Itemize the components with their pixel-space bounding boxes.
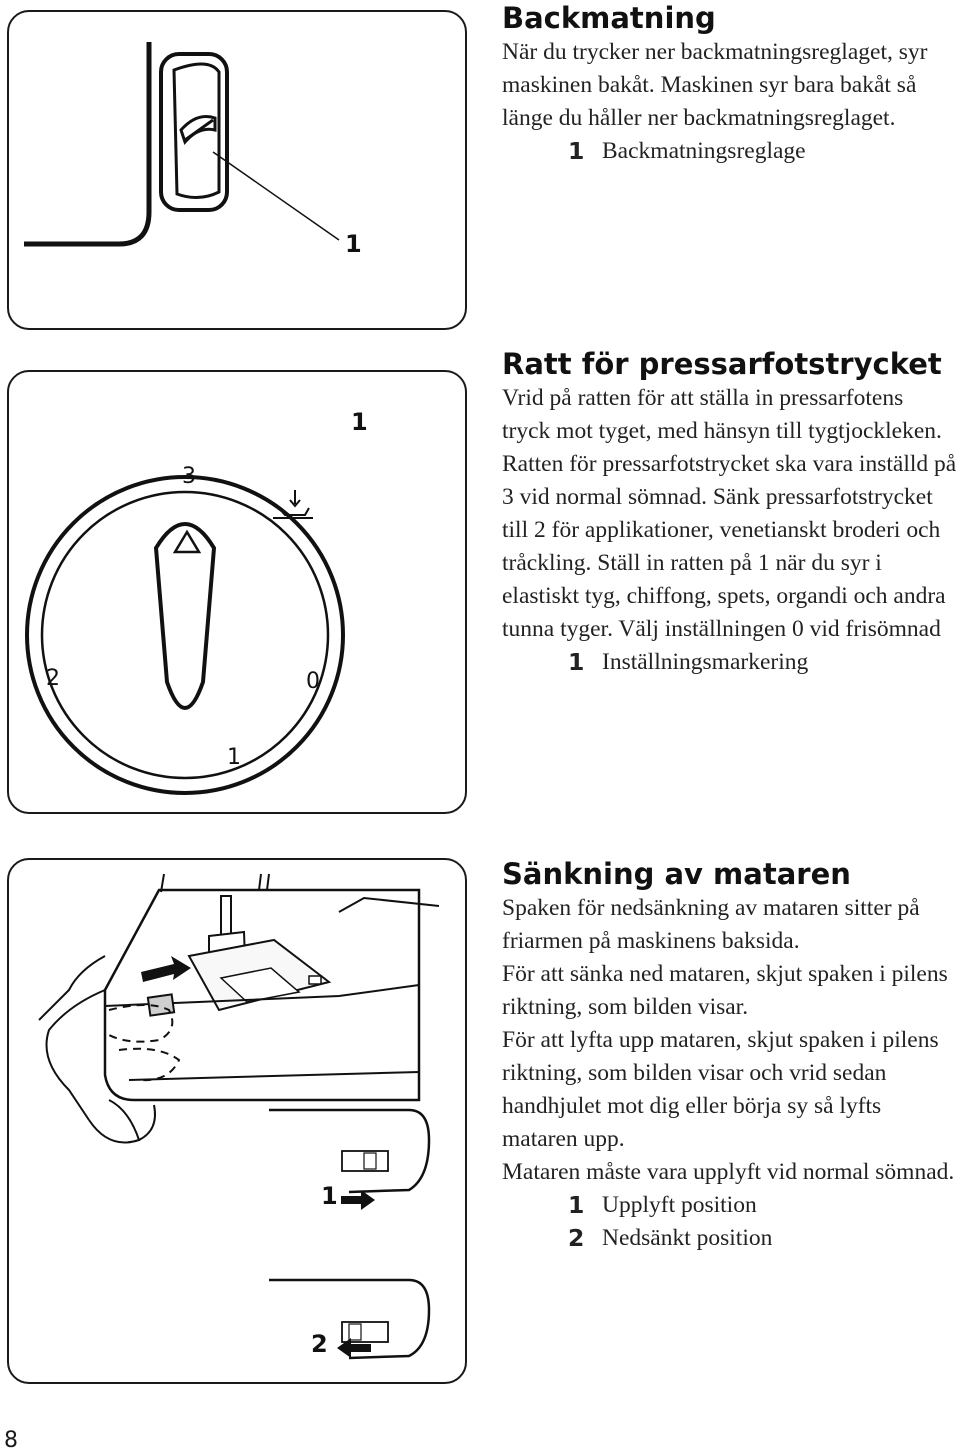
feed-paragraph: Mataren måste vara upplyft vid normal sömnad.	[502, 1159, 955, 1185]
reverse-callout-1: 1	[345, 230, 362, 258]
legend-number: 2	[568, 1224, 585, 1252]
legend-text: Upplyft position	[602, 1192, 757, 1218]
dial-label-1: 1	[227, 745, 241, 770]
reverse-title: Backmatning	[502, 1, 716, 35]
reverse-body: När du trycker ner backmatningsreglaget, syr maskinen bakåt. Maskinen syr bara bakåt så länge du håller ner backmatningsreglaget.	[502, 39, 928, 131]
legend-text: Inställningsmarkering	[602, 649, 809, 675]
reverse-legend-item	[502, 135, 957, 168]
legend-number: 1	[568, 648, 585, 676]
feed-paragraph: För att sänka ned mataren, skjut spaken i pilens riktning, som bilden visar.	[502, 961, 948, 1020]
feed-paragraph: För att lyfta upp mataren, skjut spaken i pilens riktning, som bilden visar och vrid sedan handhjulet mot dig eller börja sy så lyfts mataren upp.	[502, 1027, 939, 1152]
dial-callout-1: 1	[351, 408, 368, 436]
drop-feed-figure	[7, 858, 467, 1384]
dial-label-2: 2	[46, 666, 60, 691]
feed-callout-lowered: 2	[311, 1330, 328, 1358]
feed-callout-raised: 1	[321, 1182, 338, 1210]
reverse-lever-illustration	[9, 12, 467, 330]
reverse-section	[502, 0, 957, 168]
dial-label-0: 0	[306, 669, 320, 694]
reverse-lever-figure	[7, 10, 467, 330]
legend-number: 1	[568, 137, 585, 165]
pressure-legend-item	[502, 646, 957, 679]
pressure-dial-figure	[7, 370, 467, 814]
feed-legend-item	[502, 1222, 957, 1255]
feed-paragraph: Spaken för nedsänkning av mataren sitter på friarmen på maskinens baksida.	[502, 895, 920, 954]
feed-section	[502, 856, 957, 1255]
feed-title: Sänkning av mataren	[502, 857, 851, 891]
drop-feed-illustration	[9, 860, 467, 1384]
legend-number: 1	[568, 1191, 585, 1219]
page-number: 8	[4, 1428, 18, 1453]
legend-text: Nedsänkt position	[602, 1225, 773, 1251]
pressure-title: Ratt för pressarfotstrycket	[502, 347, 942, 381]
pressure-section	[502, 346, 957, 679]
feed-legend-item	[502, 1189, 957, 1222]
dial-label-3: 3	[182, 464, 196, 489]
legend-text: Backmatningsreglage	[602, 138, 806, 164]
pressure-body: Vrid på ratten för att ställa in pressarfotens tryck mot tyget, med hänsyn till tygtjockleken. Ratten för pressarfotstrycket ska vara inställd på 3 vid normal sömnad. Sänk pressarfotstrycket till 2 för applikationer, venetianskt broderi och tråckling. Ställ in ratten på 1 när du syr i elastiskt tyg, chiffong, spets, organdi och andra tunna tyger. Välj inställningen 0 vid frisömnad	[502, 385, 957, 642]
